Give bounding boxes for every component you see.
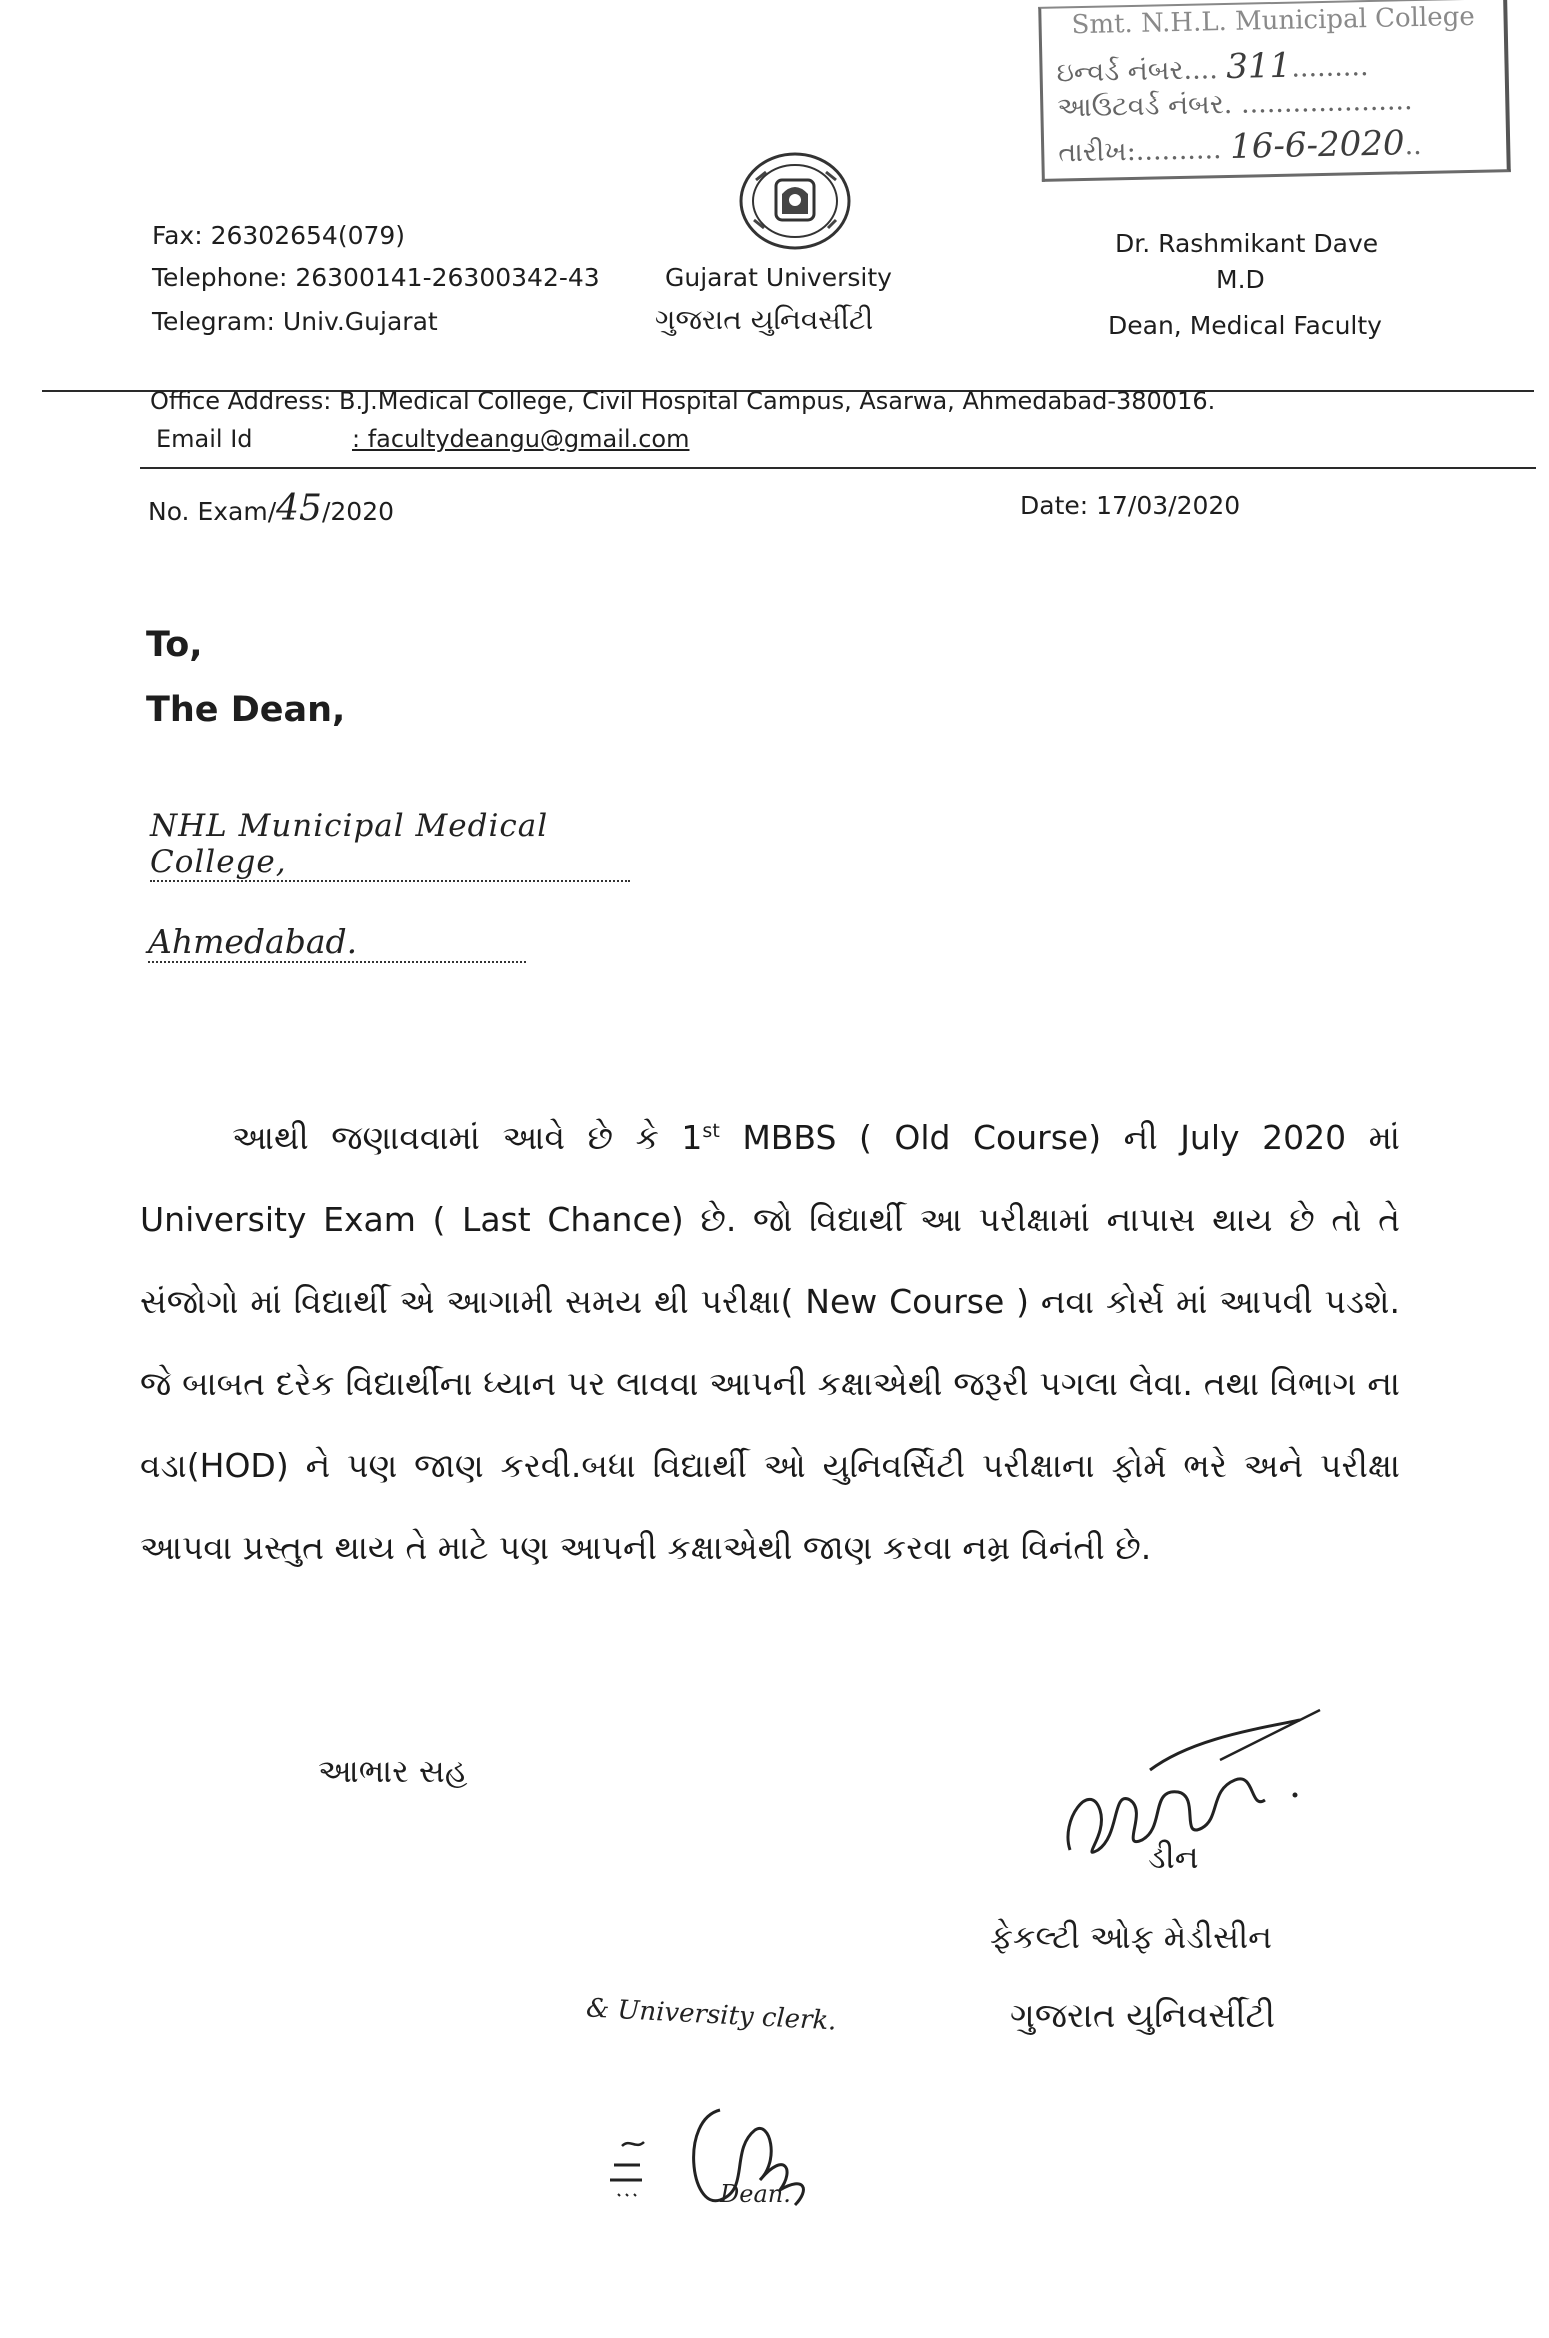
telegram: Telegram: Univ.Gujarat [152,307,438,336]
initials-caption: Dean. [720,2180,791,2208]
email-label: Email Id [156,425,253,453]
recipient-city-hand: Ahmedabad. [148,922,526,963]
letter-body [140,1090,1400,1589]
email-value: : facultydeangu@gmail.com [352,425,690,453]
recipient-college-hand: NHL Municipal Medical College, [150,808,630,882]
recipient-title: The Dean, [146,690,346,730]
initials-signature [610,2090,840,2250]
university-name-en: Gujarat University [665,263,892,292]
university-seal [736,150,854,252]
reference-number: No. Exam/45/2020 [148,488,394,529]
fax: Fax: 26302654(079) [152,221,406,250]
receipt-stamp [1038,0,1511,182]
stamp-date-value: 16-6-2020 [1229,123,1405,167]
stamp-date-label: તારીખ:.......... [1057,134,1222,169]
dean-degree: M.D [1216,265,1265,294]
faculty-name: ફેકલ્ટી ઓફ મેડીસીન [990,1918,1272,1956]
office-address: Office Address: B.J.Medical College, Civil Hospital Campus, Asarwa, Ahmedabad-380016. [150,387,1216,415]
stamp-inward-value: 311 [1225,45,1292,87]
telephone: Telephone: 26300141-26300342-43 [152,263,600,292]
dean-name: Dr. Rashmikant Dave [1115,229,1379,258]
dean-designation: ડીન [1148,1838,1199,1876]
reference-number-hand: 45 [276,488,322,529]
dean-title: Dean, Medical Faculty [1108,311,1382,340]
letter-date: Date: 17/03/2020 [1020,491,1241,520]
header-divider-bottom [140,467,1536,469]
closing-regards: આભાર સહ [318,1752,468,1790]
university-sign-off: ગુજરાત યુનિવર્સીટી [1010,1996,1276,2036]
salutation-to: To, [146,625,203,665]
handwritten-note: & University clerk. [585,1993,838,2037]
stamp-outward-label: આઉટવર્ડ નંબર. [1057,88,1233,124]
stamp-inward-label: ઇન્વર્ડ નંબર.... [1056,54,1219,89]
body-paragraph: આથી જણાવવામાં આવે છે કે 1st MBBS ( Old Course) ની July 2020 માં University Exam ( Last Chance) છે. જો વિદ્યાર્થી આ પરીક્ષામાં નાપાસ થાય છે તો તે સંજોગો માં વિદ્યાર્થી એ આગામી સમય થી પરીક્ષા( New Course ) નવા કોર્સ માં આપવી પડશે. જે બાબત દરેક વિદ્યાર્થીના ધ્યાન પર લાવવા આપની કક્ષાએથી જરૂરી પગલા લેવા. તથા વિભાગ ના વડા(HOD) ને પણ જાણ કરવી.બધા વિદ્યાર્થી ઓ યુનિવર્સિટી પરીક્ષાના ફોર્મ ભરે અને પરીક્ષા આપવા પ્રસ્તુત થાય તે માટે પણ આપની કક્ષાએથી જાણ કરવા નમ્ર વિનંતી છે. [140,1118,1400,1567]
stamp-date-row: તારીખ:.......... 16-6-2020.. [1057,123,1423,169]
stamp-outward-row: આઉટવર્ડ નંબર. .................... [1057,85,1413,124]
stamp-inward-row: ઇન્વર્ડ નંબર.... 311......... [1056,45,1369,89]
university-name-gu: ગુજરાત યુનિવર્સીટી [655,303,874,336]
stamp-college-name: Smt. N.H.L. Municipal College [1071,1,1475,41]
